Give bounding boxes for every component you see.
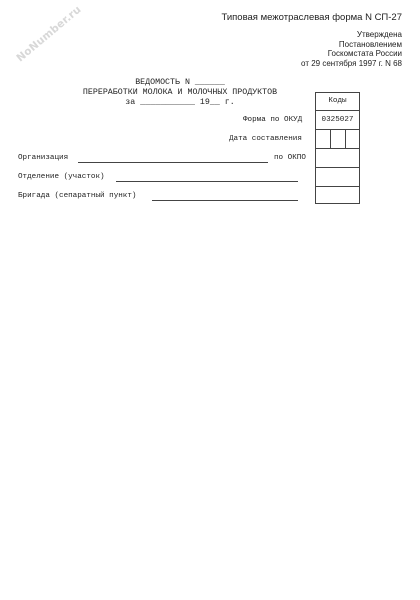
department-label: Отделение (участок) xyxy=(18,173,105,181)
document-subtitle: ПЕРЕРАБОТКИ МОЛОКА И МОЛОЧНЫХ ПРОДУКТОВ xyxy=(82,88,278,97)
form-type-label: Типовая межотраслевая форма N СП-27 xyxy=(221,12,402,23)
codes-divider xyxy=(315,110,360,111)
organization-field[interactable] xyxy=(78,162,268,163)
codes-header: Коды xyxy=(328,97,347,105)
codes-divider xyxy=(315,167,360,168)
date-cell-divider xyxy=(330,129,331,148)
department-field[interactable] xyxy=(116,181,298,182)
approval-line: Утверждена xyxy=(356,30,402,39)
brigade-label: Бригада (сепаратный пункт) xyxy=(18,192,137,200)
period-line: за ___________ 19__ г. xyxy=(125,98,235,107)
document-title: ВЕДОМОСТЬ N ______ xyxy=(135,78,225,87)
date-cell-divider xyxy=(345,129,346,148)
codes-divider xyxy=(315,129,360,130)
approval-line: Постановлением xyxy=(338,39,402,49)
brigade-field[interactable] xyxy=(152,200,298,201)
date-label: Дата составления xyxy=(229,135,302,143)
okud-code: 0325027 xyxy=(321,116,354,124)
watermark: NoNumber.ru xyxy=(14,3,84,65)
codes-divider xyxy=(315,186,360,187)
approval-line: Госкомстата России xyxy=(327,49,402,59)
okud-label: Форма по ОКУД xyxy=(243,116,303,124)
approval-stamp xyxy=(301,30,402,68)
okpo-label: по ОКПО xyxy=(274,154,306,162)
approval-line: от 29 сентября 1997 г. N 68 xyxy=(301,58,402,68)
organization-label: Организация xyxy=(18,154,69,162)
codes-divider xyxy=(315,148,360,149)
